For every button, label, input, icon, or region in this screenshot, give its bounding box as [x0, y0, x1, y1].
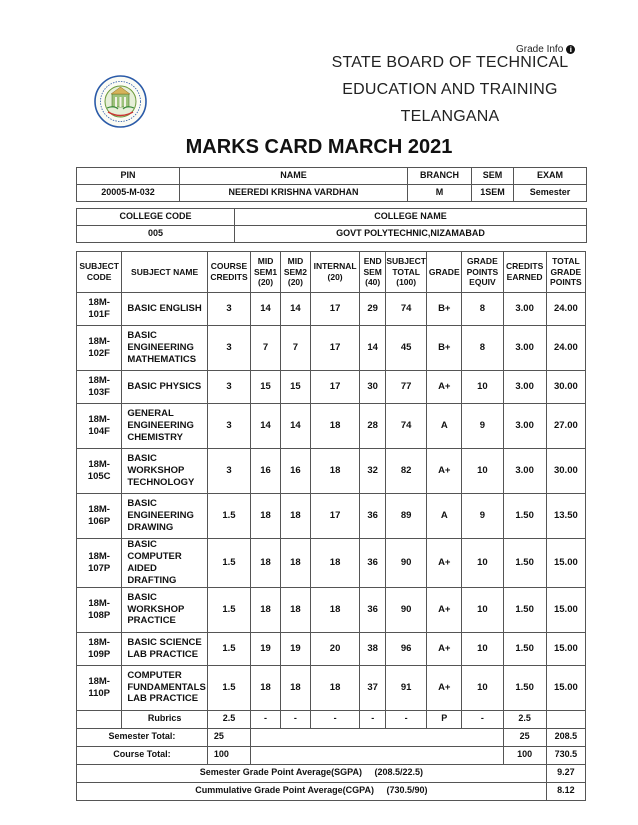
subject-gp: 10	[462, 539, 503, 588]
subject-grade: A+	[427, 371, 462, 404]
rubrics-internal: -	[310, 710, 359, 728]
subject-total: 82	[386, 449, 427, 494]
semester-total-row	[77, 728, 586, 746]
marks-header-row	[77, 252, 586, 293]
subject-credits: 1.5	[207, 632, 250, 665]
subject-mid2: 18	[280, 665, 310, 710]
subject-credits: 1.5	[207, 494, 250, 539]
subject-row	[77, 404, 586, 449]
exam-value: Semester	[514, 185, 587, 202]
header-line: SEM2	[283, 266, 307, 277]
subject-mid2: 19	[280, 632, 310, 665]
subject-grade: A	[427, 404, 462, 449]
student-info-table	[76, 167, 587, 202]
subject-name: BASIC ENGLISH	[122, 293, 208, 326]
subject-mid1: 18	[251, 494, 281, 539]
rubrics-grade: P	[427, 710, 462, 728]
header-line: EQUIV	[469, 277, 496, 288]
board-name-line-1: STATE BOARD OF TECHNICAL	[331, 54, 569, 71]
college-name-header: COLLEGE NAME	[235, 209, 587, 226]
header-line: SEM	[363, 266, 382, 277]
total-grade-points-header	[546, 252, 585, 293]
subject-row	[77, 539, 586, 588]
subject-tgp: 30.00	[546, 371, 585, 404]
subject-grade: B+	[427, 293, 462, 326]
header-line: POINTS	[550, 277, 582, 288]
rubrics-mid1: -	[251, 710, 281, 728]
subject-credits: 1.5	[207, 539, 250, 588]
rubrics-code-cell	[77, 710, 122, 728]
header-line: SEM1	[253, 266, 278, 277]
header-line: INTERNAL	[313, 261, 357, 272]
subject-mid2: 18	[280, 587, 310, 632]
sgpa-label: Semester Grade Point Average(SGPA)	[199, 767, 362, 778]
cgpa-label: Cummulative Grade Point Average(CGPA)	[195, 785, 374, 796]
subject-code: 18M- 107P	[77, 539, 122, 588]
subject-internal: 18	[310, 404, 359, 449]
subject-total: 74	[386, 404, 427, 449]
subject-row	[77, 494, 586, 539]
subject-internal: 18	[310, 587, 359, 632]
subject-credits: 3	[207, 326, 250, 371]
subject-row	[77, 587, 586, 632]
subject-credits: 3	[207, 449, 250, 494]
subject-code: 18M- 105C	[77, 449, 122, 494]
subject-row	[77, 326, 586, 371]
grade-header: GRADE	[427, 252, 462, 293]
subject-code-header	[77, 252, 122, 293]
subject-code: 18M- 104F	[77, 404, 122, 449]
subject-gp: 8	[462, 326, 503, 371]
header-line: CODE	[86, 272, 112, 282]
sem-value: 1SEM	[472, 185, 514, 202]
subject-earned: 1.50	[503, 632, 546, 665]
subject-mid2: 16	[280, 449, 310, 494]
exam-header: EXAM	[514, 168, 587, 185]
college-info-table	[76, 208, 587, 243]
subject-earned: 3.00	[503, 404, 546, 449]
rubrics-label: Rubrics	[122, 710, 208, 728]
subject-grade: A+	[427, 449, 462, 494]
credits-earned-header	[503, 252, 546, 293]
subject-earned: 1.50	[503, 587, 546, 632]
board-name-line-3: TELANGANA	[400, 108, 500, 125]
subject-grade: A+	[427, 632, 462, 665]
subject-mid1: 14	[251, 293, 281, 326]
subject-total: 45	[386, 326, 427, 371]
subject-name: BASIC WORKSHOP TECHNOLOGY	[122, 449, 208, 494]
info-icon[interactable]: i	[566, 45, 575, 54]
header-line: MID	[287, 256, 304, 267]
semester-total-tgp: 208.5	[546, 728, 585, 746]
course-total-earned: 100	[503, 746, 546, 764]
subject-end: 36	[360, 539, 386, 588]
student-name-value: NEEREDI KRISHNA VARDHAN	[180, 185, 408, 202]
marks-body	[77, 293, 586, 801]
subject-name: GENERAL ENGINEERING CHEMISTRY	[122, 404, 208, 449]
subject-mid1: 18	[251, 539, 281, 588]
mid-sem2-header	[280, 252, 310, 293]
rubrics-row	[77, 710, 586, 728]
subject-internal: 17	[310, 494, 359, 539]
subject-total: 96	[386, 632, 427, 665]
rubrics-earned: 2.5	[503, 710, 546, 728]
header-line: (100)	[396, 277, 417, 288]
semester-total-earned: 25	[503, 728, 546, 746]
course-total-credits: 100	[207, 746, 250, 764]
subject-credits: 1.5	[207, 665, 250, 710]
subject-total: 91	[386, 665, 427, 710]
subject-row	[77, 632, 586, 665]
subject-gp: 9	[462, 494, 503, 539]
subject-grade: A+	[427, 587, 462, 632]
pin-header: PIN	[77, 168, 180, 185]
subject-total: 90	[386, 587, 427, 632]
rubrics-tgp	[546, 710, 585, 728]
rubrics-total: -	[386, 710, 427, 728]
subject-earned: 1.50	[503, 665, 546, 710]
subject-mid1: 7	[251, 326, 281, 371]
subject-name: BASIC SCIENCE LAB PRACTICE	[122, 632, 208, 665]
subject-internal: 18	[310, 539, 359, 588]
header-line: GRADE	[550, 266, 582, 277]
subject-earned: 3.00	[503, 293, 546, 326]
subject-total: 74	[386, 293, 427, 326]
cgpa-label-cell	[77, 782, 547, 800]
subject-tgp: 13.50	[546, 494, 585, 539]
marks-card-title: MARKS CARD MARCH 2021	[185, 136, 453, 158]
subject-code: 18M- 109P	[77, 632, 122, 665]
course-total-label: Course Total:	[77, 746, 208, 764]
subject-code: 18M- 102F	[77, 326, 122, 371]
header-line: COURSE	[210, 261, 248, 272]
subject-gp: 10	[462, 449, 503, 494]
subject-tgp: 27.00	[546, 404, 585, 449]
board-seal-logo	[94, 75, 147, 128]
subject-gp: 9	[462, 404, 503, 449]
course-credits-header	[207, 252, 250, 293]
subject-grade: A+	[427, 539, 462, 588]
subject-mid2: 14	[280, 293, 310, 326]
rubrics-mid2: -	[280, 710, 310, 728]
subject-tgp: 30.00	[546, 449, 585, 494]
header-line: END	[363, 256, 382, 267]
subject-code: 18M- 103F	[77, 371, 122, 404]
subject-name: BASIC WORKSHOP PRACTICE	[122, 587, 208, 632]
header-line: (20)	[257, 277, 274, 288]
grade-info-label: Grade Info	[516, 44, 564, 55]
subject-internal: 18	[310, 665, 359, 710]
subject-end: 30	[360, 371, 386, 404]
subject-tgp: 15.00	[546, 632, 585, 665]
subject-total: 90	[386, 539, 427, 588]
end-sem-header	[360, 252, 386, 293]
internal-header	[310, 252, 359, 293]
subject-mid2: 14	[280, 404, 310, 449]
course-total-row	[77, 746, 586, 764]
header-line: (20)	[287, 277, 303, 288]
subject-code: 18M- 108P	[77, 587, 122, 632]
semester-total-credits: 25	[207, 728, 250, 746]
subject-mid1: 14	[251, 404, 281, 449]
header-line: CREDITS	[505, 261, 544, 272]
semester-total-blank	[251, 728, 503, 746]
subject-gp: 8	[462, 293, 503, 326]
subject-grade: B+	[427, 326, 462, 371]
subject-total-header	[386, 252, 427, 293]
subject-row	[77, 371, 586, 404]
subject-mid1: 18	[251, 665, 281, 710]
subject-earned: 3.00	[503, 449, 546, 494]
header-line: MID	[257, 256, 274, 267]
college-name-value: GOVT POLYTECHNIC,NIZAMABAD	[235, 226, 587, 243]
subject-mid2: 15	[280, 371, 310, 404]
subject-tgp: 24.00	[546, 293, 585, 326]
subject-end: 29	[360, 293, 386, 326]
subject-name: BASIC ENGINEERING DRAWING	[122, 494, 208, 539]
subject-end: 37	[360, 665, 386, 710]
course-total-blank	[251, 746, 503, 764]
subject-earned: 3.00	[503, 371, 546, 404]
subject-name: COMPUTER FUNDAMENTALS LAB PRACTICE	[122, 665, 208, 710]
subject-mid1: 19	[251, 632, 281, 665]
subject-tgp: 15.00	[546, 587, 585, 632]
subject-credits: 3	[207, 371, 250, 404]
subject-tgp: 15.00	[546, 539, 585, 588]
subject-total: 89	[386, 494, 427, 539]
subject-name: BASIC PHYSICS	[122, 371, 208, 404]
subject-row	[77, 293, 586, 326]
header-line: GRADE	[467, 256, 498, 267]
rubrics-gp: -	[462, 710, 503, 728]
sgpa-formula: (208.5/22.5)	[374, 767, 424, 778]
subject-code: 18M- 106P	[77, 494, 122, 539]
college-code-value: 005	[77, 226, 235, 243]
pin-value: 20005-M-032	[77, 185, 180, 202]
subject-internal: 18	[310, 449, 359, 494]
subject-tgp: 24.00	[546, 326, 585, 371]
header-line: TOTAL	[392, 266, 420, 277]
cgpa-formula: (730.5/90)	[386, 785, 428, 796]
subject-end: 14	[360, 326, 386, 371]
mid-sem1-header	[251, 252, 281, 293]
semester-total-label: Semester Total:	[77, 728, 208, 746]
subject-mid1: 16	[251, 449, 281, 494]
header-line: EARNED	[506, 272, 543, 282]
subject-earned: 3.00	[503, 326, 546, 371]
subject-earned: 1.50	[503, 494, 546, 539]
subject-internal: 20	[310, 632, 359, 665]
subject-end: 28	[360, 404, 386, 449]
subject-tgp: 15.00	[546, 665, 585, 710]
subject-end: 32	[360, 449, 386, 494]
subject-code: 18M- 110P	[77, 665, 122, 710]
marks-table	[76, 251, 586, 801]
subject-end: 36	[360, 587, 386, 632]
grade-points-header	[462, 252, 503, 293]
subject-name: BASIC ENGINEERING MATHEMATICS	[122, 326, 208, 371]
header-line: SUBJECT	[79, 261, 119, 272]
subject-credits: 3	[207, 293, 250, 326]
subject-total: 77	[386, 371, 427, 404]
sgpa-label-cell	[77, 764, 547, 782]
sgpa-value: 9.27	[546, 764, 585, 782]
subject-gp: 10	[462, 665, 503, 710]
subject-gp: 10	[462, 371, 503, 404]
subject-internal: 17	[310, 371, 359, 404]
subject-gp: 10	[462, 632, 503, 665]
header-line: TOTAL	[552, 256, 580, 267]
course-total-tgp: 730.5	[546, 746, 585, 764]
subject-end: 36	[360, 494, 386, 539]
branch-header: BRANCH	[408, 168, 472, 185]
college-code-header: COLLEGE CODE	[77, 209, 235, 226]
subject-code: 18M- 101F	[77, 293, 122, 326]
subject-mid2: 7	[280, 326, 310, 371]
header-line: POINTS	[466, 266, 499, 277]
subject-gp: 10	[462, 587, 503, 632]
rubrics-end: -	[360, 710, 386, 728]
subject-row	[77, 449, 586, 494]
cgpa-row	[77, 782, 586, 800]
header-line: CREDITS	[210, 272, 248, 282]
subject-name: BASIC COMPUTER AIDED DRAFTING	[122, 539, 208, 588]
subject-grade: A+	[427, 665, 462, 710]
board-name-line-2: EDUCATION AND TRAINING	[342, 81, 558, 98]
branch-value: M	[408, 185, 472, 202]
header-line: SUBJECT	[386, 256, 426, 267]
subject-row	[77, 665, 586, 710]
sem-header: SEM	[472, 168, 514, 185]
cgpa-value: 8.12	[546, 782, 585, 800]
sgpa-row	[77, 764, 586, 782]
subject-end: 38	[360, 632, 386, 665]
header-line: (20)	[327, 272, 343, 282]
subject-mid2: 18	[280, 539, 310, 588]
subject-grade: A	[427, 494, 462, 539]
rubrics-credits: 2.5	[207, 710, 250, 728]
subject-credits: 1.5	[207, 587, 250, 632]
subject-earned: 1.50	[503, 539, 546, 588]
name-header: NAME	[180, 168, 408, 185]
subject-credits: 3	[207, 404, 250, 449]
subject-internal: 17	[310, 326, 359, 371]
header-line: (40)	[365, 277, 381, 288]
subject-mid1: 18	[251, 587, 281, 632]
subject-mid2: 18	[280, 494, 310, 539]
subject-mid1: 15	[251, 371, 281, 404]
subject-internal: 17	[310, 293, 359, 326]
subject-name-header: SUBJECT NAME	[122, 252, 208, 293]
